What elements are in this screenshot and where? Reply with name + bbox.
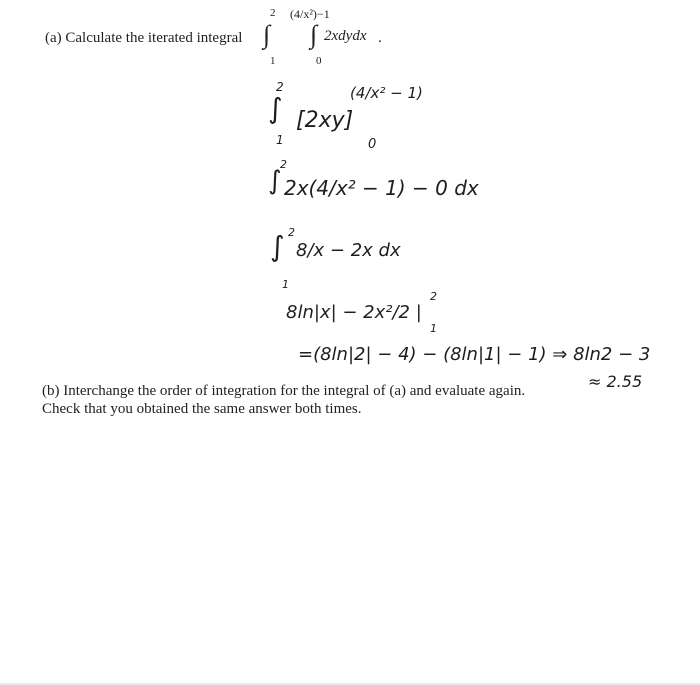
work-step3-upper: 2	[288, 226, 295, 239]
inner-lower-limit: 0	[316, 55, 322, 67]
work-step2-integral-sign: ∫	[268, 166, 282, 196]
outer-upper-limit: 2	[270, 7, 276, 19]
work-step5: =(8ln|2| − 4) − (8ln|1| − 1) ⇒ 8ln2 − 3	[298, 344, 651, 365]
inner-integral-sign: ∫	[310, 20, 318, 49]
work-step3-lower: 1	[282, 278, 289, 291]
inner-upper-limit: (4/x²)−1	[290, 7, 330, 21]
work-step1-lower-eval: 0	[368, 137, 377, 152]
work-step3-integral-sign: ∫	[270, 230, 285, 263]
work-step2-upper: 2	[280, 158, 287, 171]
part-a-label: (a) Calculate the iterated integral	[45, 30, 243, 46]
statement-period: .	[378, 30, 382, 46]
outer-lower-limit: 1	[270, 55, 276, 67]
work-step4-upper: 2	[430, 290, 437, 303]
integrand: 2xdydx	[324, 28, 367, 44]
part-b-line1: (b) Interchange the order of integration for the integral of (a) and evaluate again.	[42, 383, 526, 399]
work-step1-lower: 1	[276, 133, 284, 147]
part-b-line2: Check that you obtained the same answer both times.	[42, 401, 362, 417]
work-step1-upper: 2	[276, 80, 284, 94]
work-step1-integral-sign: ∫	[268, 92, 283, 125]
work-step4-lower: 1	[430, 322, 437, 335]
work-step4: 8ln|x| − 2x²/2 |	[286, 302, 422, 323]
work-step6: ≈ 2.55	[588, 372, 643, 391]
work-step2-body: 2x(4/x² − 1) − 0 dx	[284, 176, 479, 200]
work-step3-body: 8/x − 2x dx	[296, 240, 401, 261]
work-step1-upper-eval: (4/x² − 1)	[350, 84, 423, 102]
outer-integral-sign: ∫	[263, 20, 271, 49]
work-step1-body: [2xy]	[296, 108, 354, 133]
